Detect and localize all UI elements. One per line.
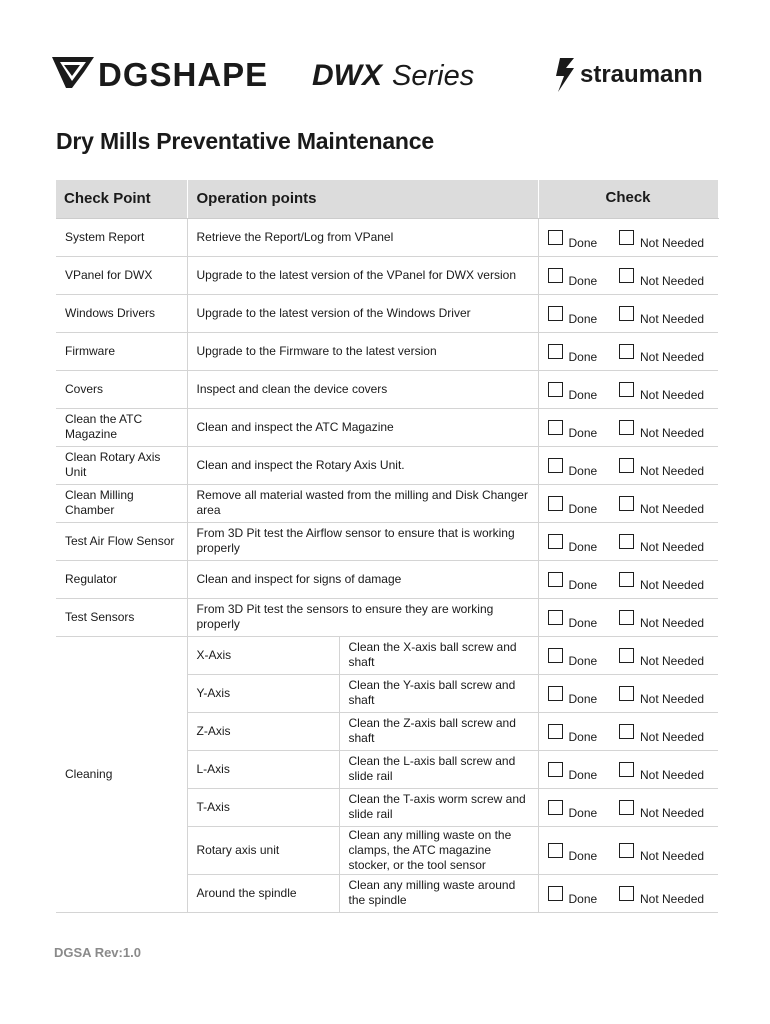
checkbox-box-icon [619,496,634,511]
done-cell [538,636,610,674]
not-needed-cell [610,750,718,788]
done-cell [538,788,610,826]
checkbox-label: Done [568,235,598,250]
not-needed-checkbox[interactable] [619,882,705,906]
checkbox-box-icon [548,800,563,815]
done-checkbox[interactable] [548,416,598,440]
operation-cell: Clean and inspect the Rotary Axis Unit. [187,446,538,484]
checkbox-label: Not Needed [640,691,705,706]
table-row [56,484,718,522]
checkbox-label: Done [568,615,598,630]
checkbox-box-icon [548,496,563,511]
checkbox-label: Not Needed [640,425,705,440]
done-checkbox[interactable] [548,226,598,250]
table-row [56,370,718,408]
checkbox-label: Not Needed [640,539,705,554]
dwx-wordmark: DWX [312,59,382,92]
not-needed-checkbox[interactable] [619,264,705,288]
check-point-cell: Firmware [56,332,187,370]
check-point-cell: Covers [56,370,187,408]
checkbox-label: Done [568,349,598,364]
checkbox-label: Not Needed [640,805,705,820]
checkbox-box-icon [619,268,634,283]
table-row [56,332,718,370]
not-needed-cell [610,598,718,636]
not-needed-checkbox[interactable] [619,302,705,326]
not-needed-cell [610,256,718,294]
checkbox-label: Not Needed [640,729,705,744]
checkbox-label: Done [568,273,598,288]
header-operation-points: Operation points [187,180,538,218]
done-checkbox[interactable] [548,492,598,516]
checkbox-label: Done [568,539,598,554]
checkbox-box-icon [619,686,634,701]
operation-cell: Remove all material wasted from the milling and Disk Changer area [187,484,538,522]
table-row [56,256,718,294]
done-checkbox[interactable] [548,454,598,478]
check-point-cell: Clean Milling Chamber [56,484,187,522]
straumann-mark-icon [556,58,574,92]
checkbox-label: Not Needed [640,235,705,250]
cleaning-part-cell: X-Axis [187,636,339,674]
operation-cell: Clean and inspect for signs of damage [187,560,538,598]
not-needed-checkbox[interactable] [619,416,705,440]
straumann-wordmark: straumann [580,61,703,88]
checkbox-label: Not Needed [640,349,705,364]
series-wordmark: Series [392,60,475,92]
checkbox-box-icon [619,382,634,397]
not-needed-checkbox[interactable] [619,340,705,364]
checkbox-box-icon [548,534,563,549]
cleaning-action-cell: Clean the Y-axis ball screw and shaft [339,674,538,712]
checkbox-label: Not Needed [640,767,705,782]
dgshape-wordmark: DGSHAPE [98,56,269,92]
done-cell [538,826,610,874]
checkbox-box-icon [619,648,634,663]
cleaning-action-cell: Clean the X-axis ball screw and shaft [339,636,538,674]
straumann-logo [554,54,730,96]
checkbox-label: Done [568,691,598,706]
not-needed-checkbox[interactable] [619,644,705,668]
not-needed-checkbox[interactable] [619,226,705,250]
table-row [56,522,718,560]
not-needed-checkbox[interactable] [619,758,705,782]
checkbox-box-icon [548,420,563,435]
operation-cell: Inspect and clean the device covers [187,370,538,408]
checkbox-label: Not Needed [640,463,705,478]
checkbox-label: Done [568,577,598,592]
not-needed-cell [610,332,718,370]
cleaning-group-cell: Cleaning [56,636,187,912]
checkbox-box-icon [548,382,563,397]
checkbox-box-icon [548,648,563,663]
done-checkbox[interactable] [548,882,598,906]
check-point-cell: Test Air Flow Sensor [56,522,187,560]
checkbox-box-icon [619,886,634,901]
done-checkbox[interactable] [548,644,598,668]
not-needed-cell [610,674,718,712]
checkbox-label: Done [568,729,598,744]
checkbox-box-icon [548,843,563,858]
checkbox-box-icon [619,420,634,435]
page-title: Dry Mills Preventative Maintenance [56,128,434,154]
table-row [56,446,718,484]
not-needed-checkbox[interactable] [619,530,705,554]
checkbox-label: Not Needed [640,615,705,630]
checkbox-label: Not Needed [640,848,705,863]
done-cell [538,484,610,522]
not-needed-cell [610,522,718,560]
checkbox-label: Not Needed [640,653,705,668]
checkbox-label: Done [568,425,598,440]
operation-cell: Upgrade to the latest version of the VPanel for DWX version [187,256,538,294]
not-needed-cell [610,788,718,826]
checkbox-box-icon [548,230,563,245]
cleaning-part-cell: L-Axis [187,750,339,788]
checkbox-box-icon [619,458,634,473]
check-point-cell: Clean Rotary Axis Unit [56,446,187,484]
checkbox-label: Not Needed [640,273,705,288]
done-checkbox[interactable] [548,530,598,554]
table-header-row [56,180,718,218]
checkbox-box-icon [548,306,563,321]
table-row [56,408,718,446]
checkbox-label: Done [568,463,598,478]
operation-cell: Upgrade to the Firmware to the latest version [187,332,538,370]
header-check-point: Check Point [56,180,187,218]
cleaning-part-cell: T-Axis [187,788,339,826]
checkbox-box-icon [548,344,563,359]
operation-cell: From 3D Pit test the sensors to ensure they are working properly [187,598,538,636]
not-needed-cell [610,826,718,874]
check-point-cell: Clean the ATC Magazine [56,408,187,446]
table-row [56,560,718,598]
checkbox-box-icon [619,344,634,359]
checkbox-label: Not Needed [640,577,705,592]
done-checkbox[interactable] [548,378,598,402]
checkbox-box-icon [548,762,563,777]
not-needed-checkbox[interactable] [619,796,705,820]
checkbox-box-icon [619,800,634,815]
checkbox-label: Not Needed [640,387,705,402]
not-needed-checkbox[interactable] [619,492,705,516]
not-needed-cell [610,294,718,332]
not-needed-cell [610,874,718,912]
checkbox-box-icon [548,610,563,625]
done-cell [538,750,610,788]
not-needed-checkbox[interactable] [619,839,705,863]
table-row [56,294,718,332]
checkbox-label: Done [568,501,598,516]
check-point-cell: Regulator [56,560,187,598]
done-cell [538,446,610,484]
done-checkbox[interactable] [548,720,598,744]
cleaning-action-cell: Clean the L-axis ball screw and slide rail [339,750,538,788]
done-checkbox[interactable] [548,264,598,288]
dwx-series-logo [312,54,522,94]
done-checkbox[interactable] [548,568,598,592]
done-checkbox[interactable] [548,606,598,630]
not-needed-cell [610,636,718,674]
done-cell [538,674,610,712]
checkbox-label: Not Needed [640,501,705,516]
done-cell [538,332,610,370]
cleaning-part-cell: Rotary axis unit [187,826,339,874]
checkbox-label: Done [568,387,598,402]
not-needed-checkbox[interactable] [619,682,705,706]
operation-cell: Retrieve the Report/Log from VPanel [187,218,538,256]
done-cell [538,370,610,408]
cleaning-part-cell: Y-Axis [187,674,339,712]
checkbox-label: Done [568,311,598,326]
checkbox-box-icon [619,230,634,245]
done-checkbox[interactable] [548,796,598,820]
not-needed-checkbox[interactable] [619,378,705,402]
done-checkbox[interactable] [548,839,598,863]
done-cell [538,294,610,332]
done-cell [538,408,610,446]
checkbox-box-icon [619,610,634,625]
not-needed-cell [610,712,718,750]
revision-footer: DGSA Rev:1.0 [54,945,141,960]
not-needed-cell [610,484,718,522]
done-cell [538,522,610,560]
done-cell [538,874,610,912]
checkbox-box-icon [548,686,563,701]
checkbox-box-icon [619,762,634,777]
table-row [56,218,718,256]
checkbox-box-icon [619,572,634,587]
check-point-cell: VPanel for DWX [56,256,187,294]
not-needed-checkbox[interactable] [619,606,705,630]
maintenance-table [56,180,719,913]
table-row [56,598,718,636]
dgshape-logo [50,52,280,92]
operation-cell: From 3D Pit test the Airflow sensor to ensure that is working properly [187,522,538,560]
checkbox-box-icon [619,306,634,321]
checkbox-label: Not Needed [640,891,705,906]
cleaning-action-cell: Clean the T-axis worm screw and slide rail [339,788,538,826]
cleaning-action-cell: Clean the Z-axis ball screw and shaft [339,712,538,750]
checkbox-label: Done [568,805,598,820]
check-point-cell: Test Sensors [56,598,187,636]
operation-cell: Upgrade to the latest version of the Windows Driver [187,294,538,332]
check-point-cell: Windows Drivers [56,294,187,332]
not-needed-checkbox[interactable] [619,454,705,478]
not-needed-checkbox[interactable] [619,568,705,592]
checkbox-label: Done [568,891,598,906]
checkbox-label: Not Needed [640,311,705,326]
checkbox-box-icon [619,724,634,739]
done-cell [538,712,610,750]
done-cell [538,598,610,636]
not-needed-cell [610,560,718,598]
not-needed-cell [610,370,718,408]
checkbox-box-icon [548,458,563,473]
header-logos [50,50,730,100]
not-needed-cell [610,218,718,256]
not-needed-checkbox[interactable] [619,720,705,744]
done-cell [538,560,610,598]
cleaning-row [56,636,718,674]
not-needed-cell [610,408,718,446]
checkbox-label: Done [568,767,598,782]
cleaning-action-cell: Clean any milling waste on the clamps, the ATC magazine stocker, or the tool sensor [339,826,538,874]
done-cell [538,256,610,294]
header-check: Check [538,180,718,218]
check-point-cell: System Report [56,218,187,256]
checkbox-box-icon [548,724,563,739]
not-needed-cell [610,446,718,484]
done-checkbox[interactable] [548,682,598,706]
cleaning-part-cell: Around the spindle [187,874,339,912]
operation-cell: Clean and inspect the ATC Magazine [187,408,538,446]
done-cell [538,218,610,256]
checkbox-box-icon [548,886,563,901]
checkbox-box-icon [548,268,563,283]
checkbox-label: Done [568,653,598,668]
cleaning-part-cell: Z-Axis [187,712,339,750]
checkbox-box-icon [548,572,563,587]
checkbox-box-icon [619,843,634,858]
checkbox-box-icon [619,534,634,549]
done-checkbox[interactable] [548,302,598,326]
done-checkbox[interactable] [548,340,598,364]
cleaning-action-cell: Clean any milling waste around the spindle [339,874,538,912]
checkbox-label: Done [568,848,598,863]
done-checkbox[interactable] [548,758,598,782]
